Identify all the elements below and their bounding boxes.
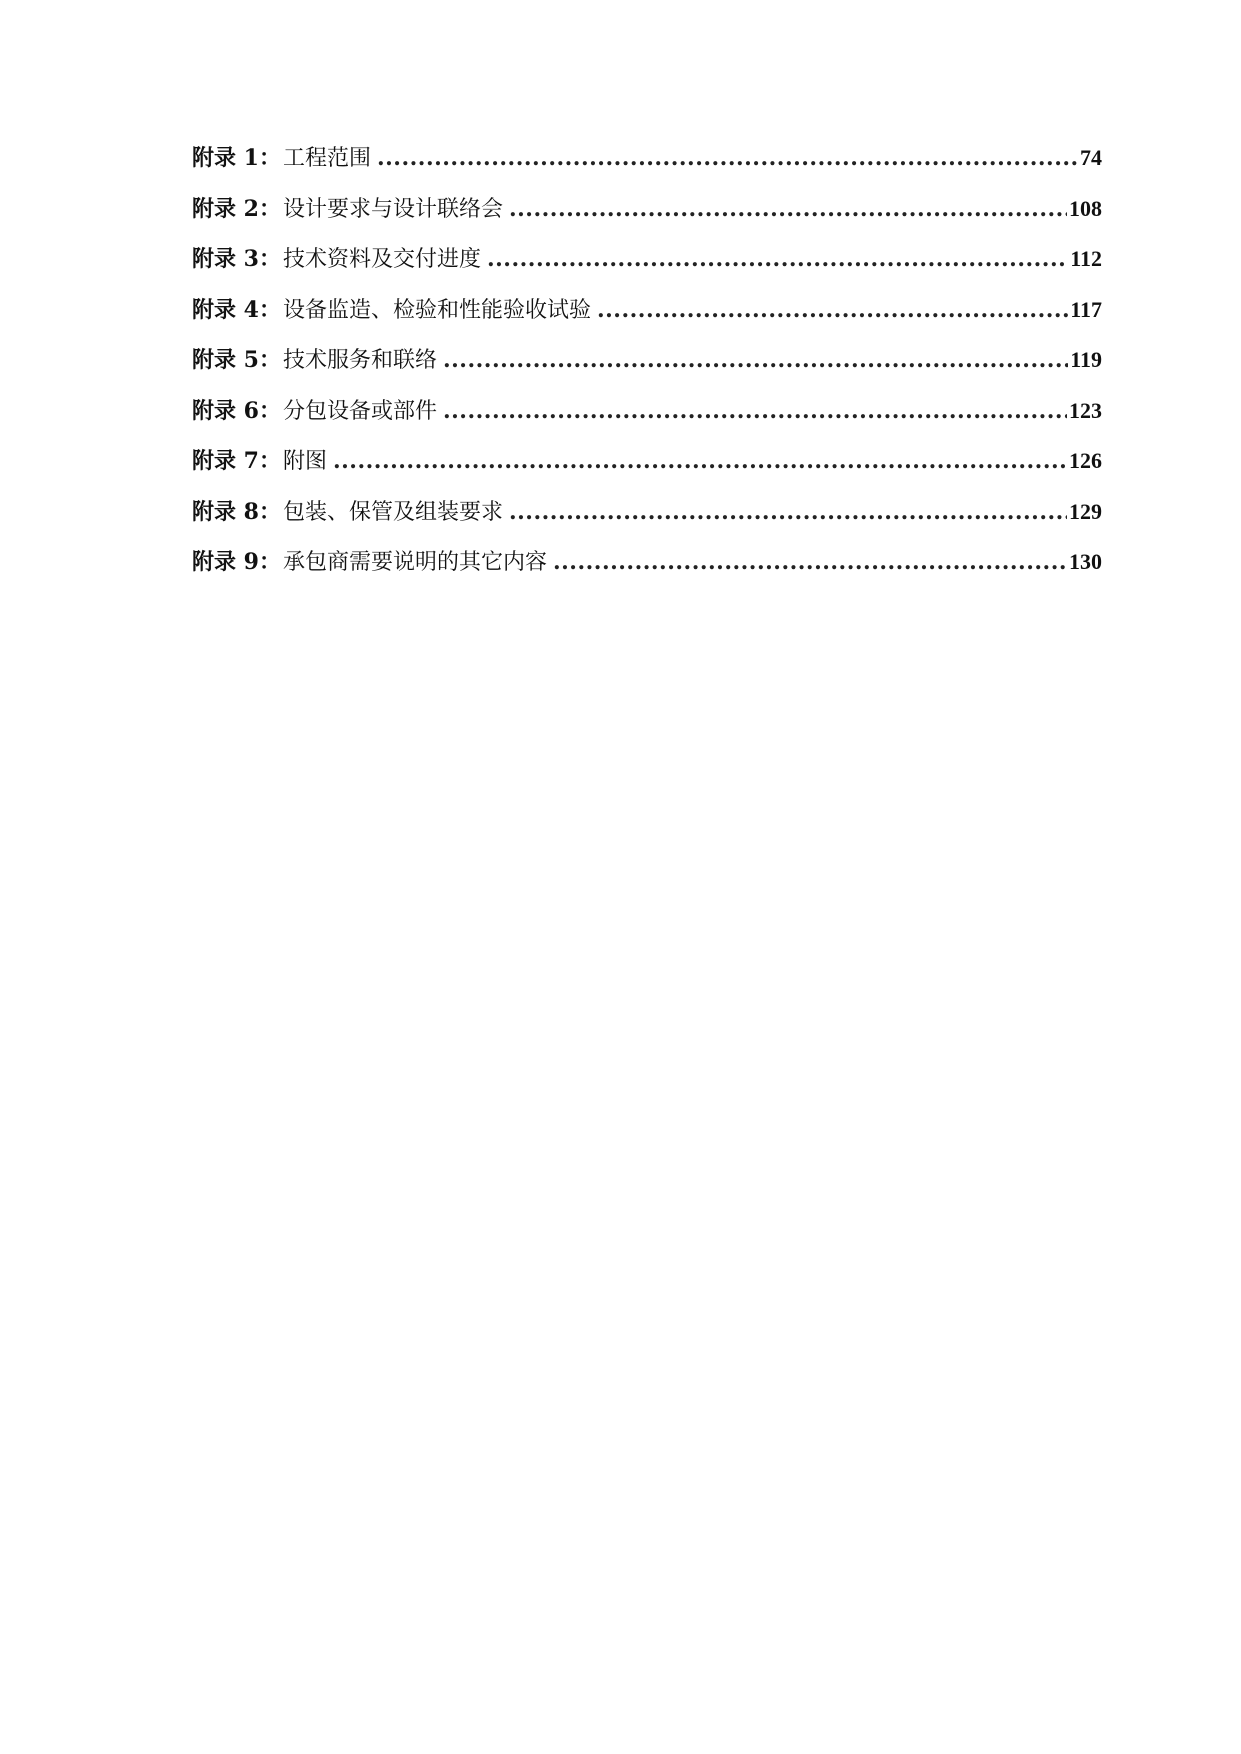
- toc-entry-label: 附录 6：: [192, 397, 281, 424]
- toc-entry-page-number: 119: [1070, 347, 1102, 372]
- toc-entry-appendix-7[interactable]: [192, 436, 1102, 487]
- table-of-contents: [192, 133, 1102, 588]
- toc-entry-label: 附录 2：: [192, 195, 281, 222]
- toc-entry-title: 包装、保管及组装要求: [282, 499, 503, 525]
- toc-entry-label: 附录 9：: [192, 549, 281, 575]
- toc-entry-page-number: 108: [1069, 195, 1102, 221]
- toc-entry-page-number: 74: [1080, 145, 1102, 170]
- toc-entry-title: 设计要求与设计联络会: [282, 196, 503, 222]
- toc-entry-label: 附录 4：: [192, 296, 281, 323]
- toc-entry-page-number: 112: [1070, 246, 1102, 271]
- toc-entry-title: 承包商需要说明的其它内容: [282, 550, 547, 575]
- toc-entry-appendix-8[interactable]: [192, 487, 1102, 538]
- toc-entry-appendix-4[interactable]: [192, 285, 1102, 336]
- toc-dot-leader: [333, 436, 1067, 487]
- toc-entry-appendix-1[interactable]: [192, 133, 1102, 184]
- toc-entry-page-number: 123: [1069, 397, 1102, 423]
- toc-entry-page-number: 130: [1069, 549, 1102, 574]
- toc-entry-appendix-2[interactable]: [192, 184, 1102, 235]
- toc-entry-label: 附录 7：: [192, 448, 281, 474]
- toc-entry-page-number: 129: [1069, 498, 1102, 524]
- toc-entry-appendix-5[interactable]: [192, 335, 1102, 386]
- toc-entry-title: 工程范围: [282, 146, 371, 171]
- toc-entry-appendix-6[interactable]: [192, 386, 1102, 437]
- toc-entry-appendix-3[interactable]: [192, 234, 1102, 285]
- toc-dot-leader: [509, 487, 1067, 538]
- toc-entry-title: 设备监造、检验和性能验收试验: [282, 297, 591, 323]
- toc-dot-leader: [553, 537, 1067, 588]
- toc-entry-label: 附录 1：: [192, 145, 281, 171]
- toc-dot-leader: [597, 285, 1068, 336]
- toc-entry-title: 分包设备或部件: [282, 398, 437, 424]
- toc-entry-label: 附录 3：: [192, 246, 281, 272]
- toc-entry-page-number: 126: [1069, 448, 1102, 473]
- toc-entry-label: 附录 5：: [192, 347, 281, 373]
- toc-dot-leader: [487, 234, 1068, 285]
- toc-dot-leader: [443, 335, 1068, 386]
- toc-entry-label: 附录 8：: [192, 498, 281, 525]
- toc-entry-title: 技术资料及交付进度: [282, 247, 481, 272]
- toc-entry-page-number: 117: [1070, 296, 1102, 322]
- toc-dot-leader: [509, 184, 1067, 235]
- toc-entry-title: 附图: [282, 449, 327, 474]
- toc-dot-leader: [377, 133, 1078, 184]
- toc-entry-title: 技术服务和联络: [282, 348, 437, 373]
- toc-dot-leader: [443, 386, 1067, 437]
- toc-entry-appendix-9[interactable]: [192, 537, 1102, 588]
